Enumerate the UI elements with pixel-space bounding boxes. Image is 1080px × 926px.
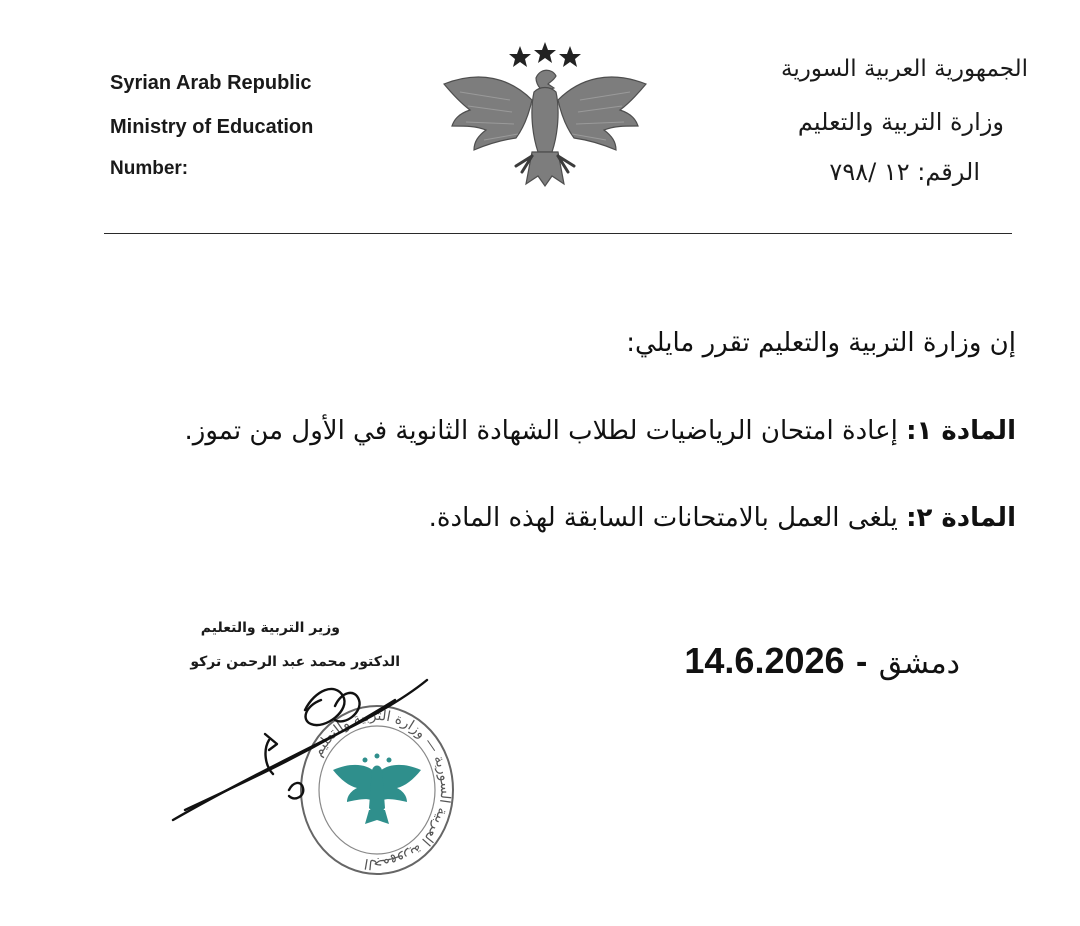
minister-title: وزير التربية والتعليم xyxy=(200,620,340,636)
article-1-label: المادة ١: xyxy=(906,416,1016,446)
header-arabic-number-label: الرقم: xyxy=(917,158,980,186)
issue-date: 14.6.2026 xyxy=(684,640,845,681)
decision-intro: إن وزارة التربية والتعليم تقرر مايلي: xyxy=(626,328,1016,358)
header-divider xyxy=(104,233,1012,234)
header-arabic-number-value: ١٢ /٧٩٨ xyxy=(829,158,910,186)
issue-city: دمشق xyxy=(878,646,960,681)
header-arabic-ministry: وزارة التربية والتعليم xyxy=(797,108,1004,136)
eagle-emblem-icon xyxy=(440,40,650,190)
header-arabic-country: الجمهورية العربية السورية xyxy=(781,56,1028,82)
article-2 xyxy=(429,503,1016,533)
minister-name: الدكتور محمد عبد الرحمن تركو xyxy=(190,654,400,670)
header-english-number-label: Number: xyxy=(110,158,189,179)
article-1-text: إعادة امتحان الرياضيات لطلاب الشهادة الثانوية في الأول من تموز. xyxy=(184,416,898,446)
svg-text:الجمهورية العربية السورية — وز: الجمهورية العربية السورية — وزارة التربية والتعليم xyxy=(309,707,454,873)
dateline-separator: - xyxy=(856,643,868,681)
article-2-text: يلغى العمل بالامتحانات السابقة لهذه المادة. xyxy=(428,503,898,533)
header-english-country: Syrian Arab Republic xyxy=(110,72,312,94)
header-arabic-number xyxy=(829,158,980,186)
header-english-ministry: Ministry of Education xyxy=(110,116,314,138)
article-1 xyxy=(185,416,1016,446)
article-2-label: المادة ٢: xyxy=(906,503,1016,533)
issue-dateline xyxy=(660,640,960,682)
minister-handwritten-signature xyxy=(165,670,435,830)
